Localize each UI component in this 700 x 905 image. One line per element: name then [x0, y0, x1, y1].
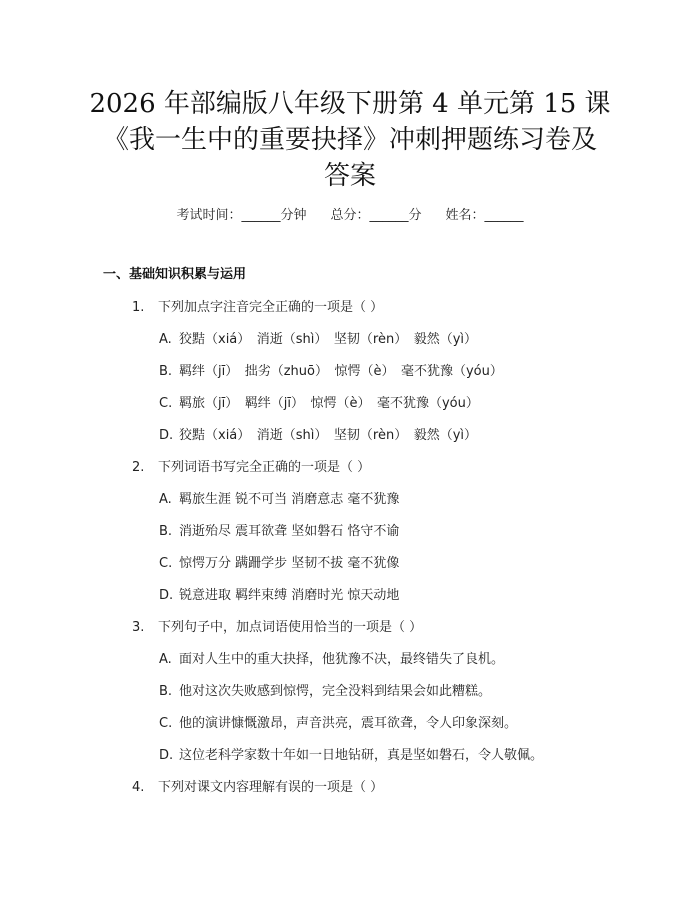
option-text: 羁旅生涯 锐不可当 消磨意志 毫不犹豫 — [179, 492, 400, 507]
option-letter: B. — [159, 684, 173, 699]
question-3-option-b — [159, 683, 491, 701]
question-3-option-d — [159, 747, 543, 765]
question-number: 2. — [132, 460, 145, 475]
option-letter: A. — [159, 492, 172, 507]
option-text: 他对这次失败感到惊愕，完全没料到结果会如此糟糕。 — [179, 684, 492, 699]
option-letter: B. — [159, 364, 173, 379]
question-1-option-c — [159, 395, 479, 413]
option-text: 这位老科学家数十年如一日地钻研，真是坚如磐石，令人敬佩。 — [179, 748, 544, 763]
title-line-1: 2026 年部编版八年级下册第 4 单元第 15 课 — [89, 89, 611, 119]
question-text: 下列加点字注音完全正确的一项是（ ） — [158, 300, 384, 315]
document-title — [60, 86, 640, 194]
option-letter: C. — [159, 716, 173, 731]
option-letter: D. — [159, 588, 174, 603]
total-score-field: 总分：______分 — [330, 208, 422, 223]
question-2-option-c — [159, 555, 399, 573]
title-line-2: 《我一生中的重要抉择》冲刺押题练习卷及 — [102, 125, 597, 155]
question-2-option-d — [159, 587, 399, 605]
title-line-3: 答案 — [323, 161, 376, 191]
question-3-option-a — [159, 651, 504, 669]
student-name-field: 姓名：______ — [445, 208, 524, 223]
question-3-option-c — [159, 715, 517, 733]
question-text: 下列词语书写完全正确的一项是（ ） — [158, 460, 371, 475]
option-text: 他的演讲慷慨激昂，声音洪亮，震耳欲聋，令人印象深刻。 — [179, 716, 518, 731]
question-1-option-a — [159, 331, 477, 349]
question-number: 4. — [132, 780, 145, 795]
question-number: 3. — [132, 620, 145, 635]
question-1-option-b — [159, 363, 503, 381]
option-text: 面对人生中的重大抉择，他犹豫不决，最终错失了良机。 — [179, 652, 505, 667]
option-letter: A. — [159, 332, 172, 347]
option-letter: C. — [159, 556, 173, 571]
section-heading: 一、基础知识积累与运用 — [103, 267, 247, 282]
question-3 — [132, 619, 422, 637]
question-number: 1. — [132, 300, 145, 315]
option-letter: A. — [159, 652, 172, 667]
option-letter: B. — [159, 524, 173, 539]
option-text: 惊愕万分 蹒跚学步 坚韧不拔 毫不犹像 — [179, 556, 400, 571]
question-1-option-d — [159, 427, 477, 445]
question-1 — [132, 299, 383, 317]
question-4 — [132, 779, 383, 797]
option-text: 羁绊（jī） 拙劣（zhuō） 惊愕（è） 毫不犹豫（yóu） — [179, 364, 503, 379]
question-text: 下列句子中，加点词语使用恰当的一项是（ ） — [158, 620, 423, 635]
question-text: 下列对课文内容理解有误的一项是（ ） — [158, 780, 384, 795]
exam-time-field: 考试时间：______分钟 — [176, 208, 307, 223]
question-2 — [132, 459, 370, 477]
question-2-option-b — [159, 523, 399, 541]
option-text: 狡黠（xiá） 消逝（shì） 坚韧（rèn） 毅然（yì） — [179, 428, 477, 443]
option-letter: D. — [159, 428, 174, 443]
option-text: 羁旅（jī） 羁绊（jī） 惊愕（è） 毫不犹豫（yóu） — [179, 396, 479, 411]
question-2-option-a — [159, 491, 399, 509]
option-letter: C. — [159, 396, 173, 411]
option-letter: D. — [159, 748, 174, 763]
option-text: 锐意进取 羁绊束缚 消磨时光 惊天动地 — [179, 588, 400, 603]
exam-meta-line — [0, 207, 700, 225]
option-text: 狡黠（xiá） 消逝（shì） 坚韧（rèn） 毅然（yì） — [179, 332, 477, 347]
option-text: 消逝殆尽 震耳欲聋 坚如磐石 恪守不谕 — [179, 524, 400, 539]
